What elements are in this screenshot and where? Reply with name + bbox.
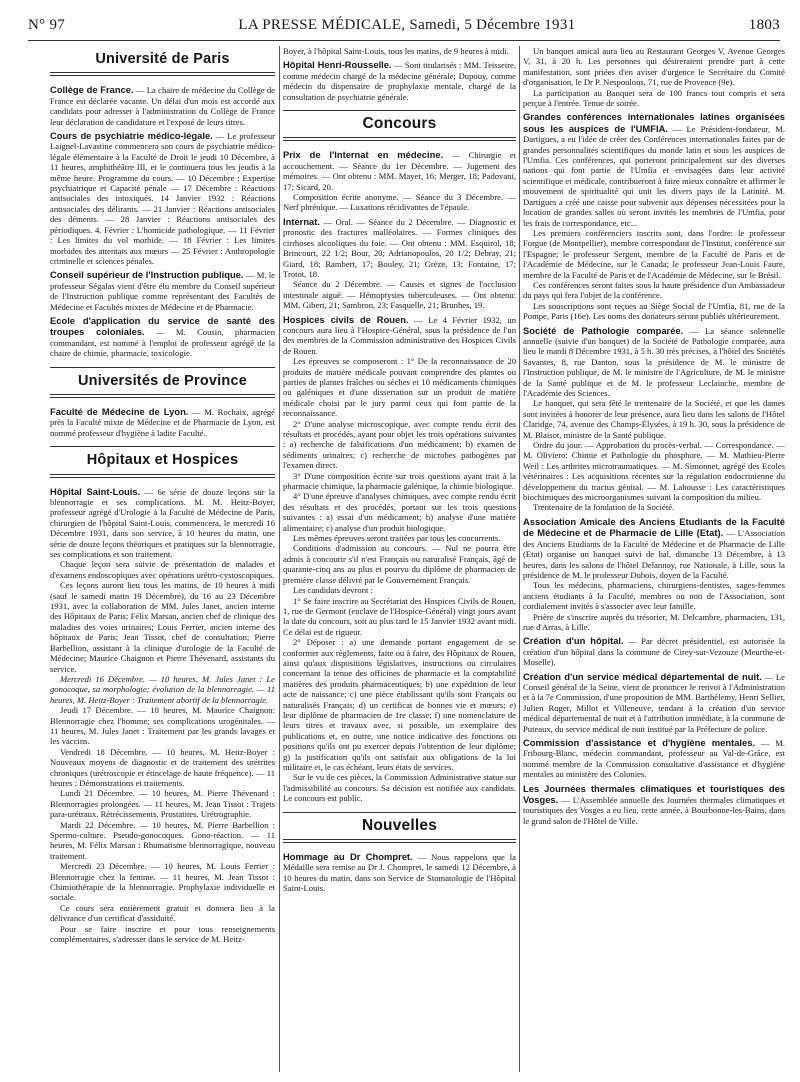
article-title: Grandes conférences internationales latines organisées sous les auspices de l'UMFIA.: [523, 111, 785, 134]
page-number: 1803: [748, 16, 780, 33]
column-3: [523, 46, 785, 1074]
article-title: Ecole d'application du service de santé des troupes coloniales.: [50, 314, 275, 338]
article-title: Hôpital Henri-Rousselle.: [283, 59, 392, 71]
article-paragraph: Internat. — Oral. — Séance du 2 Décembre. — Diagnostic et pronostic des fractures malléolaires. — Formes cliniques des cirrhoses alcooliques du foie. — Ont obtenu : MM. Esquirol, 18; Brincourt, 22 1/2; Bour, 20; Adrianopoulos, 20 1/2; Debray, 21; Giard, 18; Rambert, 17; Bouley, 21; Grèze, 13; Fontaine, 17; Trotot, 18.: [283, 215, 516, 279]
article-hopital-saint-louis: [50, 486, 275, 945]
section-title-concours: Concours: [362, 115, 437, 133]
article-title: Hôpital Saint-Louis.: [50, 485, 141, 497]
article-paragraph: Grandes conférences internationales latines organisées sous les auspices de l'UMFIA. — Le Président-fondateur, M. Dartigues, a eu l'idée de créer des Conférences internationales faites par de grandes personnalités scientifiques du monde latin et sous les auspices de l'Umfia. Ces conférences, qui porteront principalement sur des diverses nations qui font partie de l'Umfia et envisagées dans leur activité scientifique et médicale, contribueront à faire mieux connaître et affirmer le mouvement de spiritualité qui unit les divers pays de la Latinité. M. Dartigues a créé une caisse pour subvenir aux dépenses nécessitées pour la location de grandes salles où seront invités les membres de l'Umfia, pour les frais de correspondance, etc...: [523, 111, 785, 228]
article-paragraph: 2° Déposer : a) une demande portant engagement de se conformer aux règlements, faite ou à faire, des Hôpitaux de Rouen, ainsi qu'aux dispositions législatives, instructions ou circulaires concernant la tenue des officines de pharmacie et la comptabilité matières des produits pharmaceutiques; b) une expédition de leur acte de naissance; c) une pièce établissant qu'ils sont Français ou naturalisés Français; d) un certificat de bonnes vie et mœurs; e) leur diplôme de pharmacien de 1re classe; f) une nomenclature de leurs titres et travaux avec, si possible, un exemplaire des publications et, en outre, une notice indicative des fonctions ou positions qu'ils ont pu exercer depuis l'obtention de leur diplôme; g) la justification qu'ils ont satisfait aux obligations de la loi militaire et, le cas échéant, leurs états de services.: [283, 637, 516, 772]
article-hommage-chompret: [283, 851, 516, 894]
column-divider-2: [519, 46, 520, 1072]
article-paragraph: Hôpital Saint-Louis. — 6e série de douze leçons sur la blennorragie et ses complications. M. M. Heitz-Boyer, professeur agrégé d'Urologie à la Faculté de Médecine de Paris, chirurgien de l'hôpital Saint-Louis, commencera, le mercredi 16 Décembre 1931, dans son service, à 10 heures du matin, une série de douze leçons théoriques et pratiques sur la blennorragie, ses complications et son traitement.: [50, 485, 275, 560]
article-title: Internat.: [283, 215, 320, 227]
article-title: Cours de psychiatrie médico-légale.: [50, 130, 213, 142]
section-title-universite-paris: Université de Paris: [95, 51, 230, 67]
section-rule: [50, 394, 275, 398]
header-rule: [28, 40, 780, 41]
page-header: [28, 12, 780, 38]
article-conseil-superieur: [50, 269, 275, 312]
article-text: — M. Rochaix, agrégé près la Faculté mixte de Médecine et de Pharmacie de Lyon, est nommé professeur d'hygiène à ladite Faculté.: [50, 406, 275, 438]
article-title: Création d'un hôpital.: [523, 635, 624, 647]
section-rule: [283, 110, 516, 111]
article-title: Commission d'assistance et d'hygiène mentales.: [523, 737, 756, 748]
article-prix-internat: [283, 149, 516, 212]
article-title: Hospices civils de Rouen.: [283, 313, 409, 325]
article-title: Association Amicale des Anciens Etudiants de la Faculté de Médecine et de Pharmacie de Lille (Etat).: [523, 515, 785, 539]
article-paragraph: Le banquet, qui sera fêté le trentenaire de la Société, et que les dames sont invitées à honorer de leur présence, aura lieu dans les salons de l'Hôtel Claridge, 74, avenue des Champs-Élysées, à 19 h. 30, sous la présidence de M. Blaisot, ministre de la Santé publique.: [523, 398, 785, 440]
article-text: — Nous rappelons que la Médaille sera remise au Dr J. Chompret, le samedi 12 Décembre, à 10 heures du matin, dans son Service de Stomatologie de l'Hôpital Saint-Louis.: [283, 852, 516, 894]
article-title: Société de Pathologie comparée.: [523, 324, 684, 336]
section-rule: [283, 137, 516, 141]
article-paragraph: Société de Pathologie comparée. — La séance solennelle annuelle (suivie d'un banquet) de la Société de Pathologie comparée, aura lieu le mardi 8 Décembre 1931, à 5 h. 30 très précises, à l'hôtel des Sociétés Savantes, 8, rue Danton, sous la présidence de M. le ministre de l'Instruction publique, de M. le ministre de l'Agriculture, de M. le ministre de la Santé publique et de M. le professeur Leclainche, membre de l'Académie des Sciences.: [523, 324, 785, 398]
article-paragraph: Lundi 21 Décembre. — 10 heures, M. Pierre Thévenard : Blennorragies prolongées. — 11 heures, M. Jean Tissot : Trajets para-urétraux. Rétrécissements. Prostatites. Urétrographie.: [50, 788, 275, 820]
article-paragraph: Association Amicale des Anciens Etudiants de la Faculté de Médecine et de Pharmacie de Lille (Etat). — L'Association des Anciens Etudiants de la Faculté de Médecine et de Pharmacie de Lille (Etat) organise un banquet suivi de bal, dimanche 13 Décembre, à 13 heures, dans les salons de l'hôtel Delannoy, rue Nationale, à Lille, sous la présidence de M. le professeur Dubois, doyen de la Faculté.: [523, 515, 785, 580]
article-paragraph: Trentenaire de la fondation de la Société.: [533, 502, 675, 513]
article-paragraph: Prix de l'Internat en médecine. — Chirurgie et accouchement. — Séance du 1er Décembre. — Jugement des mémoires. — Ont obtenu : MM. Mayer, 16; Merger, 18; Padovani, 17; Sicard, 20.: [283, 149, 516, 192]
article-paragraph: Création d'un service médical départemental de nuit. — Le Conseil général de la Seine, vient de prononcer le renvoi à l'Administration et à la 7e Commission, d'une proposition de MM. Barthélemy, Henri Sellier, Julien Roger, Millot et Villeneuve, tendant à la création d'un service médical départemental de nuit et à l'attribution immédiate, à la commune de Puteaux, du service médical de nuit institué par la Préfecture de police.: [523, 670, 785, 734]
article-paragraph: Prière de s'inscrire auprès du trésorier, M. Delcambre, pharmacien, 131, rue d'Arras, à Lille.: [523, 611, 785, 632]
article-text: — M. le professeur Ségalas vient d'être élu membre du Conseil supérieur de l'Instruction publique comme représentant des Facultés de Médecine et Facultés mixtes de Médecine et de Pharmacie.: [50, 270, 275, 312]
article-paragraph: Pour se faire inscrire et pour tous renseignements complémentaires, s'adresser dans le service de M. Heitz-: [50, 923, 275, 945]
article-paragraph: Chaque leçon sera suivie de présentation de malades et d'examens endoscopiques avec opérations urétro-cystoscopiques.: [50, 559, 275, 580]
article-commission-hygiene: [523, 737, 785, 780]
issue-number: N° 97: [28, 16, 66, 33]
article-paragraph: Création d'un hôpital. — Par décret présidentiel, est autorisée la création d'un hôpital dans la commune de Cirey-sur-Vezouze (Meurthe-et-Moselle).: [523, 635, 785, 668]
article-continuation: Boyer, à l'hôpital Saint-Louis, tous les matins, de 9 heures à midi.: [283, 46, 509, 56]
article-journees-vosges: [523, 783, 785, 827]
article-text: — La chaire de médecine du Collège de France est déclarée vacante. Un délai d'un mois est accordé aux candidats pour adresser à l'administration du Collège de France leur déclaration de candidature et l'exposé de leurs titres.: [50, 85, 275, 127]
article-paragraph: Mercredi 23 Décembre. — 10 heures, M. Louis Ferrier : Blennorragie chez la femme. — 11 heures, M. Jean Tissot : Chimiothérapie de la blennorragie. Prophylaxie individuelle et sociale.: [50, 861, 275, 903]
article-paragraph: Ces conférences seront faites sous la haute présidence d'un Ambassadeur du pays qui fera l'objet de la conférence.: [523, 279, 785, 301]
article-paragraph: 3° D'une composition écrite sur trois questions ayant trait à la pharmacie chimique, la pharmacie galénique, la chimie biologique.: [283, 470, 516, 492]
article-paragraph: Un banquet amical aura lieu au Restaurant Georges V, Avenue Georges V, 31, à 20 h. Les personnes qui désireraient prendre part à cette manifestation, sont priées d'en aviser d'urgence le Secrétaire du Comité d'organisation, le Dr P. Nespoulous, 71, rue de Provence (9e).: [523, 46, 785, 88]
article-cours-psychiatrie: [50, 130, 275, 266]
article-service-medical-nuit: [523, 671, 785, 734]
article-henri-rousselle: [283, 59, 516, 102]
article-paragraph: Mardi 22 Décembre. — 10 heures, M. Pierre Barbellion : Spermo-culture. Pseudo-gonocoques. Gono-réaction. — 11 heures, M. Félix Marsan : Rhumatisme blennorragique, nouveau traitement.: [50, 819, 275, 861]
article-paragraph: Séance du 2 Décembre. — Causes et signes de l'occlusion intestinale aiguë. — Hémoptysies tuberculeuses. — Ont obtenu: MM. Gibert, 21; Sambron, 23; Fasquelle, 21; Brunhes, 19.: [283, 279, 516, 311]
section-title-universites-province: Universités de Province: [77, 372, 247, 389]
article-text: — Sont titularisés : MM. Teisseire, comme médecin chargé de la médecine générale; Dupouy, comme médecin du dispensaire de prophylaxie mentale, chargé de la consultation de psychiatrie générale.: [283, 60, 516, 102]
journal-title: LA PRESSE MÉDICALE, Samedi, 5 Décembre 1931: [238, 16, 576, 33]
article-paragraph: Mercredi 16 Décembre. — 10 heures, M. Jules Janet : Le gonocoque, sa morphologie; évolution de la blennorragie. — 11 heures, M. Heitz-Boyer : Traitement abortif de la blennorragie.: [50, 673, 275, 705]
column-1: [50, 46, 275, 1074]
article-paragraph: 4° D'une épreuve d'analyses chimiques, avec compte rendu écrit des résultats et des procédés, portant sur les trois questions suivantes : a) essai d'un médicament; b) analyse d'une matière alimentaire; c) analyse d'un produit biologique.: [283, 491, 516, 533]
article-title: Prix de l'Internat en médecine.: [283, 149, 444, 161]
article-title: Faculté de Médecine de Lyon.: [50, 405, 189, 417]
column-divider-1: [279, 46, 280, 1072]
section-rule: [283, 812, 516, 813]
article-title: Création d'un service médical départemental de nuit.: [523, 670, 762, 682]
article-paragraph: Ordre du jour. — Approbation du procès-verbal. — Correspondance. — M. Oliviero: Chimie et Pathologie du phosphore. — M. Mathieu-Pierre Weil : Les arthrites microtraumatiques. — M. Simonnet, agrégé des Ecoles vétérinaires : Les acquisitions récentes sur la régulation endocrinienne du développement du tractus génital. — M. Lahousse : Les caractéristiques biochimiques des microorganismes suivant la composition du milieu.: [523, 440, 785, 503]
article-title: Hommage au Dr Chompret.: [283, 851, 413, 863]
article-paragraph: Les premiers conférenciers inscrits sont, dans l'ordre: le professeur Forgue (de Montpellier), membre correspondant de l'Institut, conférence sur l'Espagne; le professeur Sergent, membre de la Faculté de Paris et de l'Académie de Médecine, sur le Canada; le professeur Jean-Louis Faure, membre de la Faculté de Paris et de l'Académie de Médecine, sur le Brésil.: [523, 227, 785, 280]
article-paragraph: La participation au Banquet sera de 100 francs tout compris et sera perçue à l'entrée. Tenue de soirée.: [523, 87, 785, 109]
article-paragraph: Conditions d'admission au concours. — Nul ne pourra être admis à concourir s'il n'est Français ou naturalisé Français, âgé de quarante-cinq ans au plus et pourvu du diplôme de pharmacien de première classe délivré par le Gouvernement Français.: [283, 543, 516, 585]
section-rule: [50, 367, 275, 368]
article-title: Collège de France.: [50, 84, 134, 96]
section-title-hopitaux-hospices: Hôpitaux et Hospices: [86, 452, 239, 469]
article-paragraph: 1° Se faire inscrire au Secrétariat des Hospices Civils de Rouen, 1, rue de Germont (enclave de l'Hospice-Général) vingt jours avant la date du concours, soit au plus tard le 15 Janvier 1932 avant midi. Ce délai est de rigueur.: [283, 595, 516, 637]
article-paragraph: Tous les médecins, pharmaciens, chirurgiens-dentistes, sages-femmes anciens étudiants à la Faculté, membres ou non de l'Association, sont cordialement invités à s'associer avec leur famille.: [523, 580, 785, 612]
article-hospices-rouen: [283, 314, 516, 804]
article-pathologie-comparee: [523, 325, 785, 513]
article-paragraph: Les Journées thermales climatiques et touristiques des Vosges. — L'Assemblée annuelle des Journées thermales climatiques et touristiques des Vosges a eu lieu, cette année, à Bourbonne-les-Bains, dans le grand salon de l'Hôtel de Ville.: [523, 782, 785, 826]
section-rule: [50, 474, 275, 478]
article-creation-hopital: [523, 635, 785, 667]
article-paragraph: Commission d'assistance et d'hygiène mentales. — M. Fribourg-Blanc, médecin commandant, professeur au Val-de-Grâce, est nommé membre de la Commission consultative d'assistance et d'hygiène mentales au ministère des Colonies.: [523, 737, 785, 780]
article-paragraph: Hospices civils de Rouen. — Le 4 Février 1932, un concours aura lieu à l'Hospice-Général, sous la présidence de l'un des membres de la Commission administrative des Hospices Civils de Rouen.: [283, 313, 516, 356]
section-rule: [50, 446, 275, 447]
article-paragraph: Sur le vu de ces pièces, la Commission Administrative statue sur l'admissibilité au concours. Sa décision est notifiée aux candidats. Le concours est public.: [283, 772, 516, 804]
article-conferences-umfia: [523, 111, 785, 321]
section-title-nouvelles: Nouvelles: [361, 816, 438, 834]
article-paragraph: Les épreuves se composeront : 1° De la reconnaissance de 20 produits de matière médicale pouvant comprendre des plantes ou parties de plantes fraîches ou sèches et 10 médicaments chimiques ou galéniques et d'une dissertation sur un produit de matière médicale choisi par le jury parmi ceux qui font partie de la reconnaissance.: [283, 356, 516, 419]
article-paragraph: Jeudi 17 Décembre. — 10 heures, M. Maurice Chaignon: Blennorragie chez l'homme; ses complications urogénitales. — 11 heures, M. Jules Janet : Traitement par les grands lavages et les vaccins.: [50, 705, 275, 747]
article-ecole-application: [50, 315, 275, 359]
article-text: — Le professeur Laignel-Lavastine commencera son cours de psychiatrie médico-légale élémentaire à la Faculté de Droit le jeudi 10 Décembre, à 11 heures, amphithéâtre III, et le continuera tous les jeudis à la même heure. Programme du cours. — 10 Décembre : Expertise psychiatrique et Capacité pénale — 17 Décembre : Réactions antisociales des intoxiqués. 14 Janvier 1932 : Réactions antisociales des délirants. — 21 Janvier : Réactions antisociales des déments. — 28 Janvier : Réactions antisociales des périodiques. 4. Février : L'homicide pathologique. — 11 Février : Les limites du vol morbide. — 18 Février : Les limites morbides des attentats aux mœurs — 25 Février : Anthropologie criminelle et sciences pénales.: [50, 131, 275, 266]
article-title: Conseil supérieur de l'Instruction publique.: [50, 269, 244, 281]
article-association-lille: [523, 516, 785, 632]
article-paragraph: Les candidats devront :: [293, 585, 373, 596]
article-paragraph: Composition écrite anonyme. — Séance du 3 Décembre. — Nerf phrénique. — Luxations récidivantes de l'épaule.: [283, 192, 516, 213]
article-paragraph: Ce cours sera entièrement gratuit et donnera lieu à la délivrance d'un certificat d'assiduité.: [50, 902, 275, 924]
article-internat: [283, 216, 516, 311]
section-rule: [283, 839, 516, 843]
article-paragraph: Les mêmes épreuves seront traitées par tous les concurrents.: [293, 533, 501, 544]
article-paragraph: Les souscriptions sont reçues au Siège Social de l'Umfia, 81, rue de la Pompe, Paris (16e). Les noms des donateurs seront publiés ultérieurement.: [523, 300, 785, 322]
column-2: [283, 46, 516, 1074]
article-paragraph: 2° D'une analyse microscopique, avec compte rendu écrit des résultats et procédés, ayant pour objet les trois opérations suivantes : a) recherche de falsifications d'un médicament; b) examen de sédiments urinaires; c) recherche de microbes pathogènes par l'examen direct.: [283, 418, 516, 471]
article-faculte-lyon: [50, 406, 275, 438]
section-rule: [50, 72, 275, 76]
article-college-de-france: [50, 84, 275, 127]
article-paragraph: Vendredi 18 Décembre. — 10 heures, M. Heitz-Boyer : Nouveaux moyens de diagnostic et de traitement des urétrites chroniques (urétroscopie et étincelage de haute fréquence). — 11 heures : Démonstrations et traitements.: [50, 746, 275, 788]
article-text: — M. Cousin, pharmacien commandant, est nommé à l'emploi de professeur agrégé de la chaire de chimie, pharmacie, toxicologie.: [50, 327, 275, 359]
article-paragraph: Ces leçons auront lieu tous les matins, de 10 heures à midi (sauf le samedi matin 19 Décembre), du 16 au 23 Décembre 1931, avec la collaboration de MM. Jules Janet, ancien interne des Hôpitaux de Paris; Félix Marsan, ancien chef de clinique des maladies des voies urinaires; Louis Ferrier, ancien interne des hôpitaux de Paris; Jean Tissot, chef de consultation; Pierre Barbellion, assistant à la clinique d'urologie de la Faculté de Médecine; Maurice Chaignon et Pierre Thévenard, assistants du service.: [50, 580, 275, 674]
article-title: Les Journées thermales climatiques et touristiques des Vosges.: [523, 782, 785, 806]
